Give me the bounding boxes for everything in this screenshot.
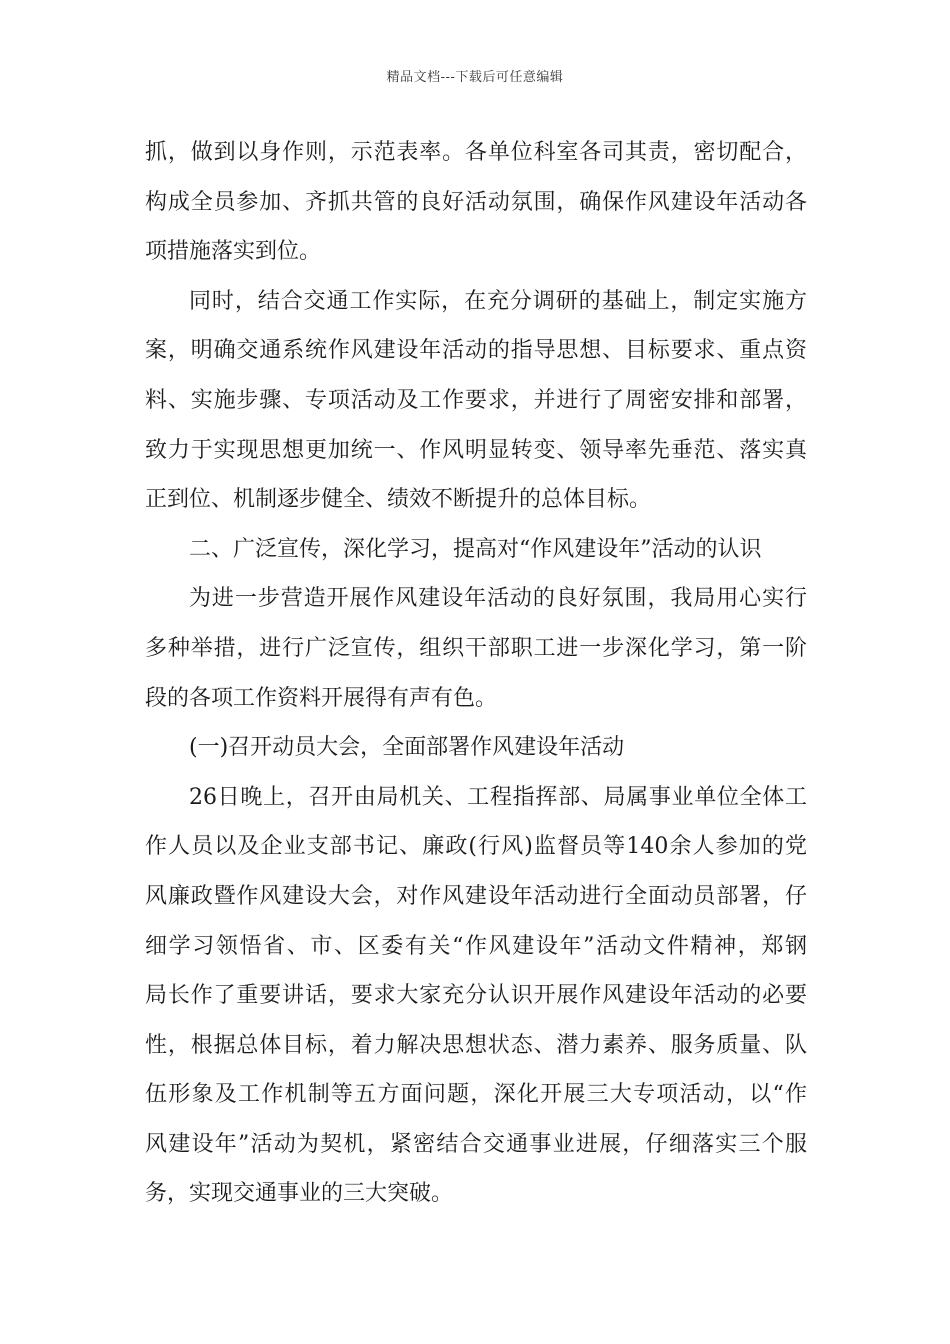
text-line: 风建设年”活动为契机，紧密结合交通事业进展，仔细落实三个服 bbox=[145, 1131, 807, 1157]
subsection-heading: (一)召开动员大会，全面部署作风建设年活动 bbox=[189, 735, 625, 761]
text-line: 段的各项工作资料开展得有声有色。 bbox=[145, 685, 498, 711]
text-line: 局长作了重要讲话，要求大家充分认识开展作风建设年活动的必要 bbox=[145, 983, 807, 1009]
text-line: 26日晚上，召开由局机关、工程指挥部、局属事业单位全体工 bbox=[189, 784, 807, 810]
text-line: 构成全员参加、齐抓共管的良好活动氛围，确保作风建设年活动各 bbox=[145, 189, 807, 215]
text-line: 致力于实现思想更加统一、作风明显转变、领导率先垂范、落实真 bbox=[145, 437, 807, 463]
text-line: 为进一步营造开展作风建设年活动的良好氛围，我局用心实行 bbox=[189, 586, 807, 612]
text-line: 案，明确交通系统作风建设年活动的指导思想、目标要求、重点资 bbox=[145, 338, 807, 364]
text-line: 多种举措，进行广泛宣传，组织干部职工进一步深化学习，第一阶 bbox=[145, 635, 807, 661]
text-line: 风廉政暨作风建设大会，对作风建设年活动进行全面动员部署，仔 bbox=[145, 883, 807, 909]
text-line: 正到位、机制逐步健全、绩效不断提升的总体目标。 bbox=[145, 487, 652, 513]
text-line: 抓，做到以身作则，示范表率。各单位科室各司其责，密切配合， bbox=[145, 140, 807, 165]
text-line: 料、实施步骤、专项活动及工作要求，并进行了周密安排和部署， bbox=[145, 387, 807, 413]
body-text bbox=[145, 128, 807, 1219]
text-line: 伍形象及工作机制等五方面问题，深化开展三大专项活动，以“作 bbox=[145, 1082, 807, 1108]
text-line: 项措施落实到位。 bbox=[145, 239, 322, 265]
page-header: 精品文档---下载后可任意编辑 bbox=[386, 70, 564, 85]
text-line: 细学习领悟省、市、区委有关“作风建设年”活动文件精神，郑钢 bbox=[145, 933, 807, 959]
text-line: 作人员以及企业支部书记、廉政(行风)监督员等140余人参加的党 bbox=[145, 834, 807, 860]
section-heading: 二、广泛宣传，深化学习，提高对“作风建设年”活动的认识 bbox=[189, 536, 762, 562]
text-line: 务，实现交通事业的三大突破。 bbox=[145, 1181, 454, 1207]
text-line: 性，根据总体目标，着力解决思想状态、潜力素养、服务质量、队 bbox=[145, 1032, 807, 1058]
text-line: 同时，结合交通工作实际，在充分调研的基础上，制定实施方 bbox=[189, 288, 807, 314]
